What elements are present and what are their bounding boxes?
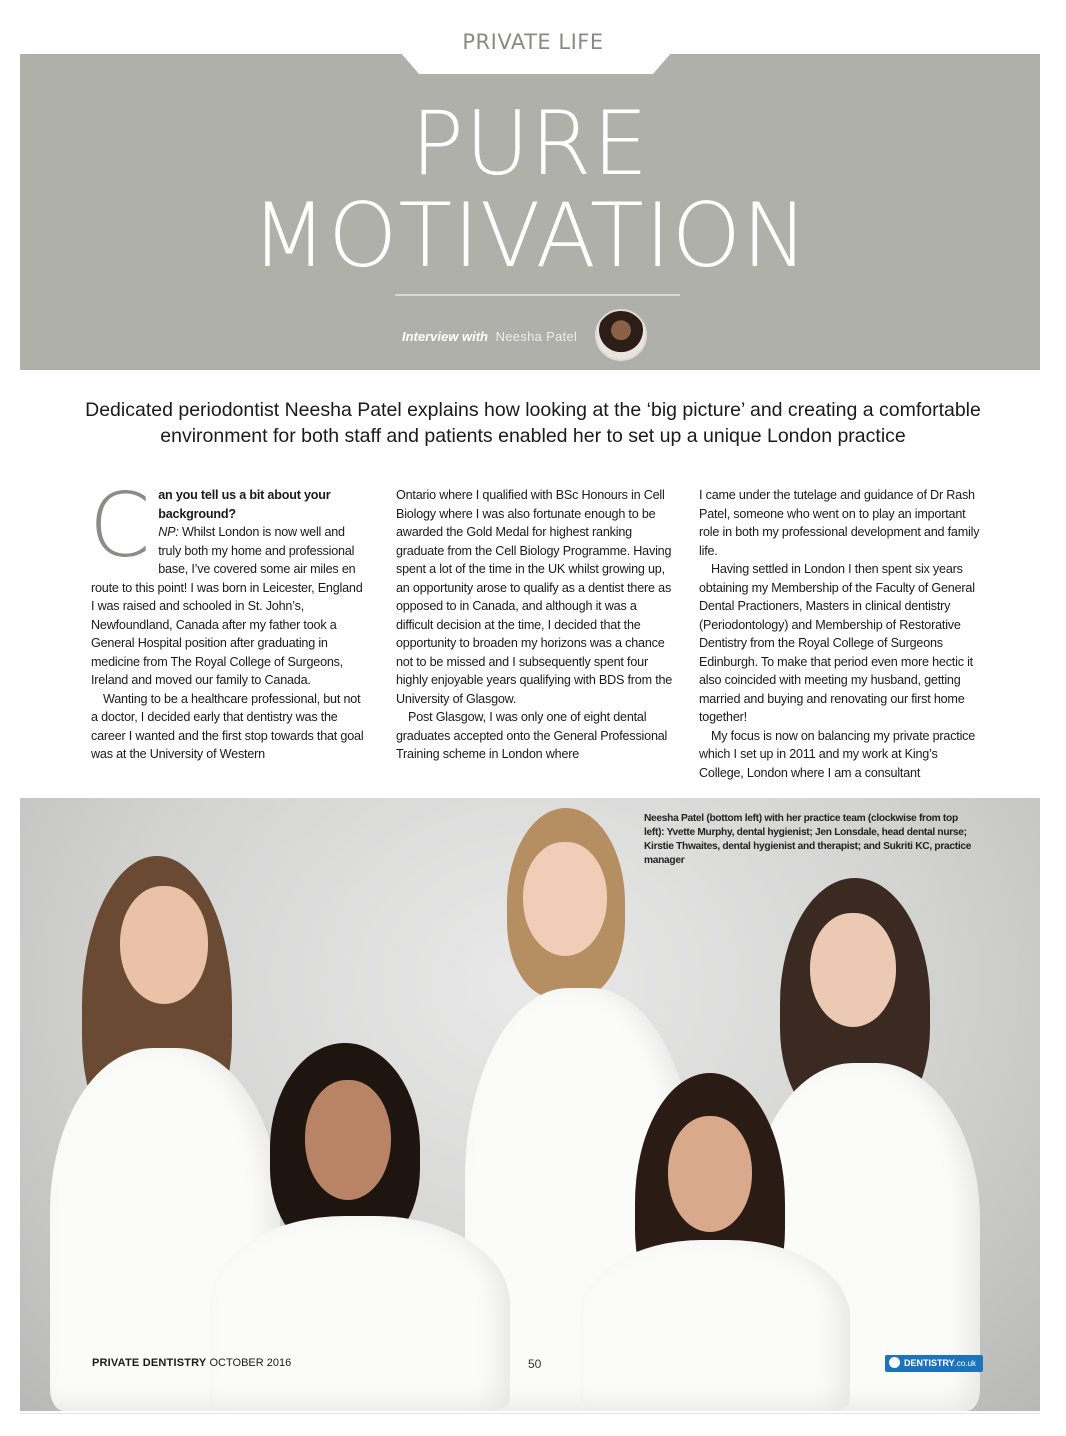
page-number: 50 bbox=[528, 1357, 542, 1371]
title-divider bbox=[395, 294, 680, 296]
body-paragraph: Ontario where I qualified with BSc Honours in Cell Biology where I was also fortunate enough to be awarded the Gold Medal for highest ranking graduate from the Cell Biology Programme. Having spent a lot of the time in the UK whilst growing up, an opportunity arose to qualify as a dentist there as opposed to in Canada, and although it was a difficult decision at the time, I decided that the opportunity to broaden my horizons was a chance not to be missed and I subsequently spent four highly enjoyable years qualifying with BDS from the University of Glasgow. bbox=[396, 488, 673, 706]
article-column-2 bbox=[396, 486, 674, 764]
body-paragraph: Wanting to be a healthcare professional, but not a doctor, I decided early that dentistry was the career I wanted and the first stop towards that goal was at the University of Western bbox=[91, 691, 364, 761]
byline-lead: Interview with bbox=[402, 329, 488, 344]
brand-suffix: .co.uk bbox=[954, 1359, 977, 1368]
section-tab bbox=[400, 52, 672, 74]
folio bbox=[92, 1357, 291, 1369]
byline bbox=[402, 329, 577, 344]
dentistry-badge[interactable] bbox=[885, 1355, 983, 1372]
body-paragraph: Post Glasgow, I was only one of eight dental graduates accepted onto the General Professional Training scheme in London where bbox=[396, 710, 668, 761]
byline-name: Neesha Patel bbox=[495, 329, 578, 344]
title-line-1: PURE bbox=[410, 92, 650, 195]
drop-cap: C bbox=[89, 474, 151, 577]
author-avatar bbox=[595, 309, 647, 361]
body-paragraph: My focus is now on balancing my private practice which I set up in 2011 and my work at King’s College, London where I am a consultant bbox=[699, 728, 976, 780]
brand-circle-icon bbox=[889, 1357, 900, 1368]
title-line-2: MOTIVATION bbox=[251, 184, 809, 287]
team-photo bbox=[20, 798, 1040, 1411]
interview-question: an you tell us a bit about your background? bbox=[158, 488, 331, 521]
article-column-1 bbox=[89, 474, 367, 764]
article-title bbox=[20, 92, 1040, 287]
photo-caption: Neesha Patel (bottom left) with her practice team (clockwise from top left): Yvette Murphy, dental hygienist; Jen Lonsdale, head dental nurse; Kirstie Thwaites, dental hygienist and therapist; and Sukriti KC, practice manager bbox=[644, 813, 972, 866]
issue-date: OCTOBER 2016 bbox=[209, 1357, 292, 1369]
brand-name: DENTISTRY bbox=[904, 1358, 955, 1368]
body-paragraph: Having settled in London I then spent six years obtaining my Membership of the Faculty of General Dental Practioners, Masters in clinical dentistry (Periodontology) and Membership of Restorative Dentistry from the Royal College of Surgeons Edinburgh. To make that period even more hectic it also coincided with meeting my husband, getting married and buying and renovating our first home together! bbox=[699, 562, 975, 724]
article-column-3 bbox=[699, 486, 982, 782]
answer-text: Whilst London is now well and truly both my home and professional base, I’ve covered some air miles en route to this point! I was born in Leicester, England I was raised and schooled in St. John’s, Newfoundland, Canada after my father took a General Hospital position after graduating in medicine from The Royal College of Surgeons, Ireland and moved our family to Canada. bbox=[91, 525, 363, 687]
body-paragraph: I came under the tutelage and guidance of Dr Rash Patel, someone who went on to play an important role in both my professional development and family life. bbox=[699, 488, 980, 558]
standfirst: Dedicated periodontist Neesha Patel explains how looking at the ‘big picture’ and creating a comfortable environment for both staff and patients enabled her to set up a unique London practice bbox=[85, 399, 981, 447]
publication-name: PRIVATE DENTISTRY bbox=[92, 1357, 207, 1369]
np-label: NP: bbox=[158, 525, 179, 539]
bottom-rule bbox=[20, 1413, 1040, 1414]
section-label: PRIVATE LIFE bbox=[462, 30, 604, 54]
